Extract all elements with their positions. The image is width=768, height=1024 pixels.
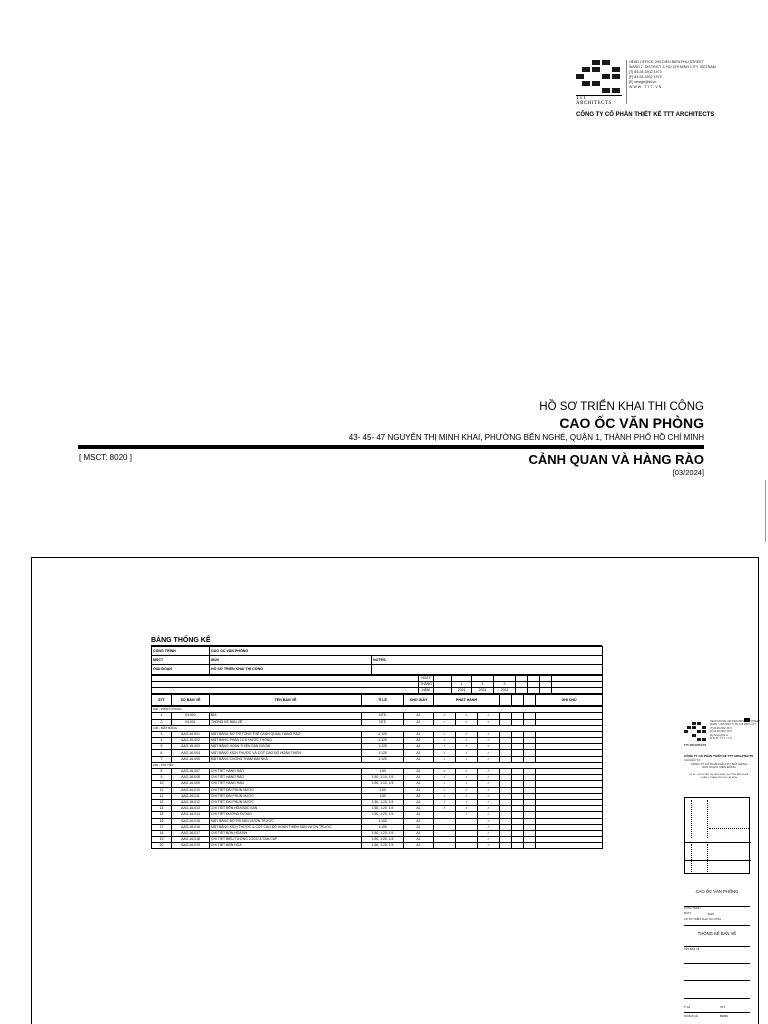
row-paper: A1: [404, 837, 434, 843]
info-value: CAO ỐC VĂN PHÒNG: [210, 647, 603, 656]
row-scale: 1:120: [362, 731, 404, 737]
row-stt: 1: [152, 713, 172, 719]
row-name: CHI TIẾT HÀNG RÀO: [210, 769, 362, 775]
issue-check: [434, 843, 456, 849]
msct-value: 8020: [708, 913, 714, 916]
row-scale: 1:50: [362, 793, 404, 799]
issue-check: ✓: [434, 769, 456, 775]
row-code: AAG-16-005: [172, 756, 210, 762]
info-value: 8020: [210, 656, 372, 665]
row-scale: 1:50: [362, 769, 404, 775]
info-label: CÔNG TRÌNH: [152, 647, 210, 656]
row-paper: A1: [404, 756, 434, 762]
row-name: BÌA: [210, 713, 362, 719]
issue-check: ✓: [478, 713, 500, 719]
row-code: AAG-16-009: [172, 781, 210, 787]
section-title: 200 - CHI TIẾT: [152, 762, 603, 768]
issue-check: ✓: [434, 750, 456, 756]
row-code: AAG-16-010: [172, 787, 210, 793]
col-stt: STT: [152, 695, 172, 706]
row-paper: A1: [404, 830, 434, 836]
row-stt: 14: [152, 806, 172, 812]
titleblock-wordmark: TTT ARCHITECTS: [684, 744, 707, 747]
logo-mosaic-icon: [576, 60, 624, 94]
row-scale: 1:50, 1:20, 1:5: [362, 837, 404, 843]
row-name: CHI TIẾT HÀNG RÀO: [210, 775, 362, 781]
index-rows: [151, 706, 603, 849]
issue-check: ✓: [434, 756, 456, 762]
client-address: 43- 45- 47 NGUYỄN THỊ MINH KHAI, PHƯỜNG BẾN NGHÉ, QUẬN 1, THÀNH PHỐ HỒ CHÍ MINH: [689, 774, 749, 780]
issue-check: ✓: [478, 750, 500, 756]
row-scale: 1:100: [362, 818, 404, 824]
issue-check: ✓: [456, 744, 478, 750]
issue-check: ✓: [456, 775, 478, 781]
col-issue: PHÁT HÀNH: [434, 695, 500, 706]
row-paper: A1: [404, 719, 434, 725]
issue-check: ✓: [478, 837, 500, 843]
issue-check: ✓: [434, 713, 456, 719]
issue-day-label: NGÀY: [419, 675, 434, 681]
info-value: HỒ SƠ TRIỂN KHAI THI CÔNG: [210, 665, 372, 674]
issue-check: ✓: [456, 713, 478, 719]
issue-check: ✓: [478, 738, 500, 744]
drawing-index-table: [151, 636, 602, 849]
issue-check: ✓: [456, 769, 478, 775]
company-logo: [576, 60, 716, 126]
issue-check: ✓: [478, 719, 500, 725]
issue-check: ✓: [456, 781, 478, 787]
titleblock-project: CAO ỐC VĂN PHÒNG: [695, 889, 739, 894]
row-scale: 1:120: [362, 750, 404, 756]
row-paper: A1: [404, 806, 434, 812]
row-scale: 1:50: [362, 787, 404, 793]
issue-check: ✓: [434, 738, 456, 744]
row-stt: 20: [152, 843, 172, 849]
cover-msct: [ MSCT: 8020 ]: [79, 453, 132, 462]
info-label: GIAI ĐOẠN: [152, 665, 210, 674]
issue-check: ✓: [456, 806, 478, 812]
row-name: CHI TIẾT BỒN HOA BH: [210, 830, 362, 836]
issue-check: ✓: [456, 793, 478, 799]
issue-check: ✓: [478, 818, 500, 824]
index-title: BẢNG THỐNG KÊ: [151, 636, 602, 646]
row-scale: 1:120: [362, 738, 404, 744]
issue-check: ✓: [456, 812, 478, 818]
issue-check: ✓: [478, 830, 500, 836]
issue-check: ✓: [478, 731, 500, 737]
row-scale: 1:50, 1:20, 1:5: [362, 812, 404, 818]
cover-package-title: CẢNH QUAN VÀ HÀNG RÀO: [528, 452, 704, 467]
row-stt: 5: [152, 744, 172, 750]
row-name: CHI TIẾT BIỂU TƯỢNG LOGO & TAM CẤP: [210, 837, 362, 843]
row-paper: A1: [404, 824, 434, 830]
info-note: [372, 665, 603, 674]
row-code: AAG-16-014: [172, 812, 210, 818]
row-stt: 13: [152, 799, 172, 805]
issue-check: ✓: [456, 731, 478, 737]
row-paper: A1: [404, 731, 434, 737]
row-paper: A1: [404, 818, 434, 824]
issue-check: ✓: [434, 781, 456, 787]
row-code: AAG-16-011: [172, 793, 210, 799]
sheet-no-label: SỐ BẢN VẼ: [684, 1015, 698, 1018]
row-name: CHI TIẾT BỒN HOA BẬC SÀN: [210, 806, 362, 812]
row-name: CHI TIẾT HÀNG RÀO: [210, 781, 362, 787]
issue-check: ✓: [478, 744, 500, 750]
row-paper: A1: [404, 750, 434, 756]
client-name: CÔNG TY CỔ PHẦN ĐẦU TƯ BẤT ĐỘNG SẢN NGỌC VIỄN ĐÔNG: [690, 762, 748, 770]
issue-check: ✓: [478, 806, 500, 812]
title-block: [680, 718, 760, 1024]
issue-check: ✓: [456, 738, 478, 744]
row-code: AAG-16-003: [172, 744, 210, 750]
row-code: IN-000: [172, 713, 210, 719]
row-stt: 3: [152, 731, 172, 737]
issue-check: [456, 843, 478, 849]
row-paper: A1: [404, 787, 434, 793]
contact-line: [F] 84-28-3932 1975: [629, 75, 662, 79]
col-name: TÊN BẢN VẼ: [210, 695, 362, 706]
issue-check: ✓: [478, 787, 500, 793]
issue-check: ✓: [478, 756, 500, 762]
row-scale: 1:50, 1:20, 1:5: [362, 799, 404, 805]
row-code: AAG-16-019: [172, 843, 210, 849]
titleblock-company: CÔNG TY CỔ PHẦN THIẾT KẾ TTT ARCHITECTS: [684, 754, 754, 758]
sheet-label: TÊN BẢN VẼ: [684, 948, 700, 951]
row-scale: 1:50, 1:20, 1:5: [362, 806, 404, 812]
row-stt: 12: [152, 793, 172, 799]
row-code: AAG-16-004: [172, 750, 210, 756]
row-stt: 11: [152, 787, 172, 793]
cover-divider: [78, 445, 704, 449]
row-name: CHI TIẾT ĐÀI PHUN NƯỚC: [210, 799, 362, 805]
row-name: MẶT BẰNG KÍCH THƯỚC & COT CAO ĐỘ HOÀN THIỆN SÂN VƯỜN TRƯỚC: [210, 824, 362, 830]
row-scale: 1:120: [362, 756, 404, 762]
cover-address: 43- 45- 47 NGUYỄN THỊ MINH KHAI, PHƯỜNG BẾN NGHÉ, QUẬN 1, THÀNH PHỐ HỒ CHÍ MINH: [348, 433, 704, 442]
info-row: [152, 647, 603, 656]
section-title: 000 - PHẦN CHUNG: [152, 707, 603, 713]
row-stt: 4: [152, 738, 172, 744]
col-paper: KHỔ GIẤY: [404, 695, 434, 706]
row-stt: 17: [152, 824, 172, 830]
scale-value: NTS: [720, 1006, 726, 1009]
project-label: CÔNG TRÌNH: [684, 907, 701, 910]
row-name: CHI TIẾT ĐÀI PHUN NƯỚC: [210, 793, 362, 799]
row-name: MẶT BẰNG KÍCH THƯỚC VÀ CỐT CAO ĐỘ HOÀN THIỆN: [210, 750, 362, 756]
row-paper: A1: [404, 781, 434, 787]
row-name: MẶT BẰNG CHỐNG THẤM MÁI NHÀ: [210, 756, 362, 762]
issue-check: ✓: [434, 775, 456, 781]
table-row: [152, 843, 603, 849]
row-paper: A1: [404, 812, 434, 818]
info-label: MSCT: [152, 656, 210, 665]
issue-check: ✓: [478, 775, 500, 781]
row-stt: 2: [152, 719, 172, 725]
row-stt: 6: [152, 750, 172, 756]
issue-check: ✓: [434, 719, 456, 725]
logo-contact-block: [626, 60, 716, 104]
row-scale: 1:50, 1:20, 1:5: [362, 843, 404, 849]
row-scale: NTS: [362, 719, 404, 725]
row-name: MẶT BẰNG BỐ TRÍ SÂN VƯỜN TRƯỚC: [210, 818, 362, 824]
issue-check: ✓: [456, 719, 478, 725]
cover-date: [03/2024]: [672, 468, 704, 477]
issue-check: ✓: [456, 799, 478, 805]
row-name: MẶT BẰNG BỐ TRÍ TỔNG THỂ CẢNH QUAN, HÀNG RÀO: [210, 731, 362, 737]
row-paper: A1: [404, 713, 434, 719]
issue-check: ✓: [434, 787, 456, 793]
row-name: CHI TIẾT ĐƯỜNG ĐI DẠO: [210, 812, 362, 818]
issue-check: ✓: [434, 799, 456, 805]
row-name: THỐNG KÊ BẢN VẼ: [210, 719, 362, 725]
issue-check: ✓: [478, 799, 500, 805]
issue-check: ✓: [434, 744, 456, 750]
issue-check: ✓: [478, 781, 500, 787]
row-paper: A1: [404, 793, 434, 799]
issue-month-label: THÁNG: [420, 681, 432, 686]
issue-check: ✓: [478, 769, 500, 775]
scale-label: TỈ LỆ: [684, 1006, 691, 1009]
client-label: CHỦ ĐẦU TƯ: [684, 759, 701, 762]
col-code: SỐ BẢN VẼ: [172, 695, 210, 706]
row-name: CHI TIẾT BỒN HOA: [210, 843, 362, 849]
col-note: GHI CHÚ: [536, 695, 603, 706]
issue-check: ✓: [434, 806, 456, 812]
row-stt: 10: [152, 781, 172, 787]
titleblock-contact-block: HEAD OFFICE: 290 DIEN BIEN PHU STREET WARD 7, DISTRICT 3, HO CHI MINH CITY [T] 84-28-3932 1973 [F] 84-28-3932 1975 [E] design@ttt.vn W W W . T T T . V N: [710, 720, 760, 741]
issue-check: ✓: [434, 793, 456, 799]
issue-check: ✓: [456, 787, 478, 793]
issue-check: ✓: [434, 731, 456, 737]
issue-check: ✓: [478, 793, 500, 799]
row-name: MẶT BẰNG PHÂN LƯU NƯỚC THÔNG: [210, 738, 362, 744]
contact-line: HEAD OFFICE: 290 DIEN BIEN PHU STREET: [629, 60, 704, 64]
row-code: AAG-16-017: [172, 830, 210, 836]
row-paper: A1: [404, 843, 434, 849]
info-row: [152, 665, 603, 674]
issue-check: ✓: [456, 756, 478, 762]
row-scale: NTS: [362, 713, 404, 719]
issue-check: ✓: [478, 812, 500, 818]
row-note: [536, 843, 603, 849]
logo-wordmark: TTT ARCHITECTS: [576, 95, 622, 103]
row-code: AAG-16-007: [172, 769, 210, 775]
contact-line: WARD 7, DISTRICT 3, HO CHI MINH CITY, VIETNAM: [629, 65, 716, 69]
row-scale: 1:100: [362, 824, 404, 830]
row-stt: 15: [152, 812, 172, 818]
row-paper: A1: [404, 769, 434, 775]
row-paper: A1: [404, 744, 434, 750]
row-code: AAG-16-018: [172, 837, 210, 843]
page-edge-line: [765, 480, 766, 542]
row-paper: A1: [404, 775, 434, 781]
row-stt: 7: [152, 756, 172, 762]
row-name: MẶT BẰNG HOÀN THIỆN SÂN NGOÀI: [210, 744, 362, 750]
cover-subtitle: HỒ SƠ TRIỂN KHAI THI CÔNG: [539, 401, 704, 413]
issue-year-label: NĂM: [419, 687, 434, 693]
row-stt: 16: [152, 818, 172, 824]
row-paper: A1: [404, 738, 434, 744]
row-paper: A1: [404, 799, 434, 805]
row-stt: 9: [152, 775, 172, 781]
row-scale: 1:50, 1:10, 1:5: [362, 775, 404, 781]
phase-value: HỒ SƠ TRIỂN KHAI THI CÔNG: [684, 918, 722, 921]
issue-check: ✓: [478, 824, 500, 830]
row-stt: 18: [152, 830, 172, 836]
contact-line: [T] 84-28-3932 1973: [629, 70, 662, 74]
row-code: AAG-16-013: [172, 806, 210, 812]
msct-label: MSCT: [684, 912, 692, 915]
cover-project-title: CAO ỐC VĂN PHÒNG: [559, 415, 704, 431]
issue-check: ✓: [478, 843, 500, 849]
row-scale: 1:50, 1:10, 1:5: [362, 781, 404, 787]
info-row: [152, 656, 603, 665]
row-scale: 1:120: [362, 744, 404, 750]
index-info-table: [151, 646, 603, 675]
row-code: AAG-16-015: [172, 818, 210, 824]
row-name: CHI TIẾT ĐÀI PHUN NƯỚC: [210, 787, 362, 793]
row-code: AAG-16-012: [172, 799, 210, 805]
row-code: AAG-16-016: [172, 824, 210, 830]
section-title: 100 - MẶT BẰNG: [152, 725, 603, 731]
revision-box: [684, 797, 750, 874]
row-code: AAG-16-001: [172, 731, 210, 737]
issue-check: ✓: [456, 750, 478, 756]
row-stt: 8: [152, 769, 172, 775]
sheet-no-value: IN-001: [720, 1015, 728, 1018]
row-code: AAG-16-008: [172, 775, 210, 781]
issue-date-table: NGÀY THÁNG 1 3 3 NĂM 2024 2024 2024: [151, 675, 603, 695]
row-code: IN-001: [172, 719, 210, 725]
index-header-row: [151, 694, 603, 706]
row-code: AAG-16-002: [172, 738, 210, 744]
info-note: NOTES:: [372, 656, 603, 665]
row-stt: 19: [152, 837, 172, 843]
titleblock-logo-icon: [684, 722, 710, 742]
contact-line: W W W . T T T . V N: [629, 85, 662, 89]
company-name: CÔNG TY CỔ PHẦN THIẾT KẾ TTT ARCHITECTS: [576, 112, 715, 118]
titleblock-sheet-title: THỐNG KÊ BẢN VẼ: [697, 931, 737, 936]
contact-line: [E] design@ttt.vn: [629, 80, 657, 84]
row-scale: 1:50, 1:20, 1:5: [362, 830, 404, 836]
col-scale: TỈ LỆ: [362, 695, 404, 706]
